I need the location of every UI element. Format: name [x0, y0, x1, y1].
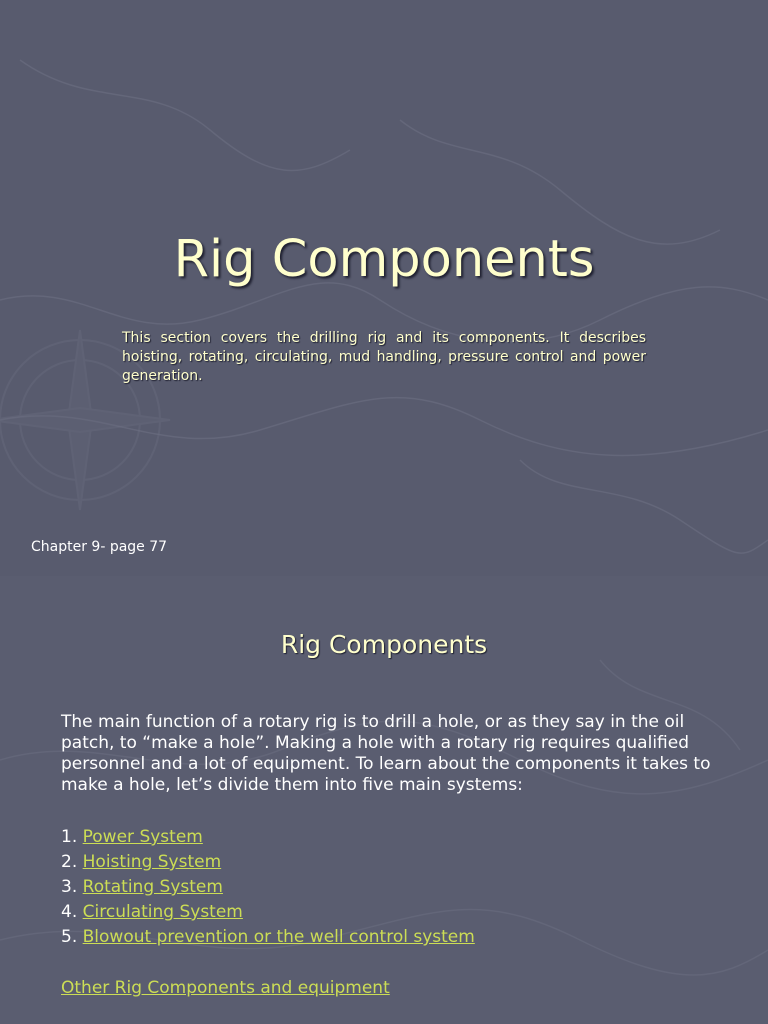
hoisting-system-link[interactable]: Hoisting System [82, 852, 222, 872]
slide-1-title: Rig Components [173, 230, 595, 289]
list-item [61, 875, 475, 900]
list-item [61, 850, 475, 875]
list-item [61, 925, 475, 950]
item-number: 4. [61, 902, 78, 922]
other-components-link[interactable]: Other Rig Components and equipment [61, 978, 390, 998]
rotating-system-link[interactable]: Rotating System [82, 877, 223, 897]
item-number: 5. [61, 927, 78, 947]
systems-list [61, 825, 475, 950]
slide-1-footer: Chapter 9- page 77 [31, 539, 168, 555]
item-number: 1. [61, 827, 78, 847]
power-system-link[interactable]: Power System [82, 827, 203, 847]
slide-2-title: Rig Components [280, 630, 488, 659]
circulating-system-link[interactable]: Circulating System [82, 902, 243, 922]
other-components-row [61, 976, 390, 1001]
well-control-system-link[interactable]: Blowout prevention or the well control system [82, 927, 475, 947]
item-number: 2. [61, 852, 78, 872]
slide-2-body: The main function of a rotary rig is to drill a hole, or as they say in the oil patch, to “make a hole”. Making a hole with a rotary rig requires qualified personnel and a lot of equipment. To learn about the components it takes to make a hole, let’s divide them into five main systems: [61, 712, 711, 795]
slide-1-description: This section covers the drilling rig and its components. It describes hoisting, rotating, circulating, mud handling, pressure control and power generation. [122, 330, 646, 384]
item-number: 3. [61, 877, 78, 897]
list-item [61, 825, 475, 850]
list-item [61, 900, 475, 925]
